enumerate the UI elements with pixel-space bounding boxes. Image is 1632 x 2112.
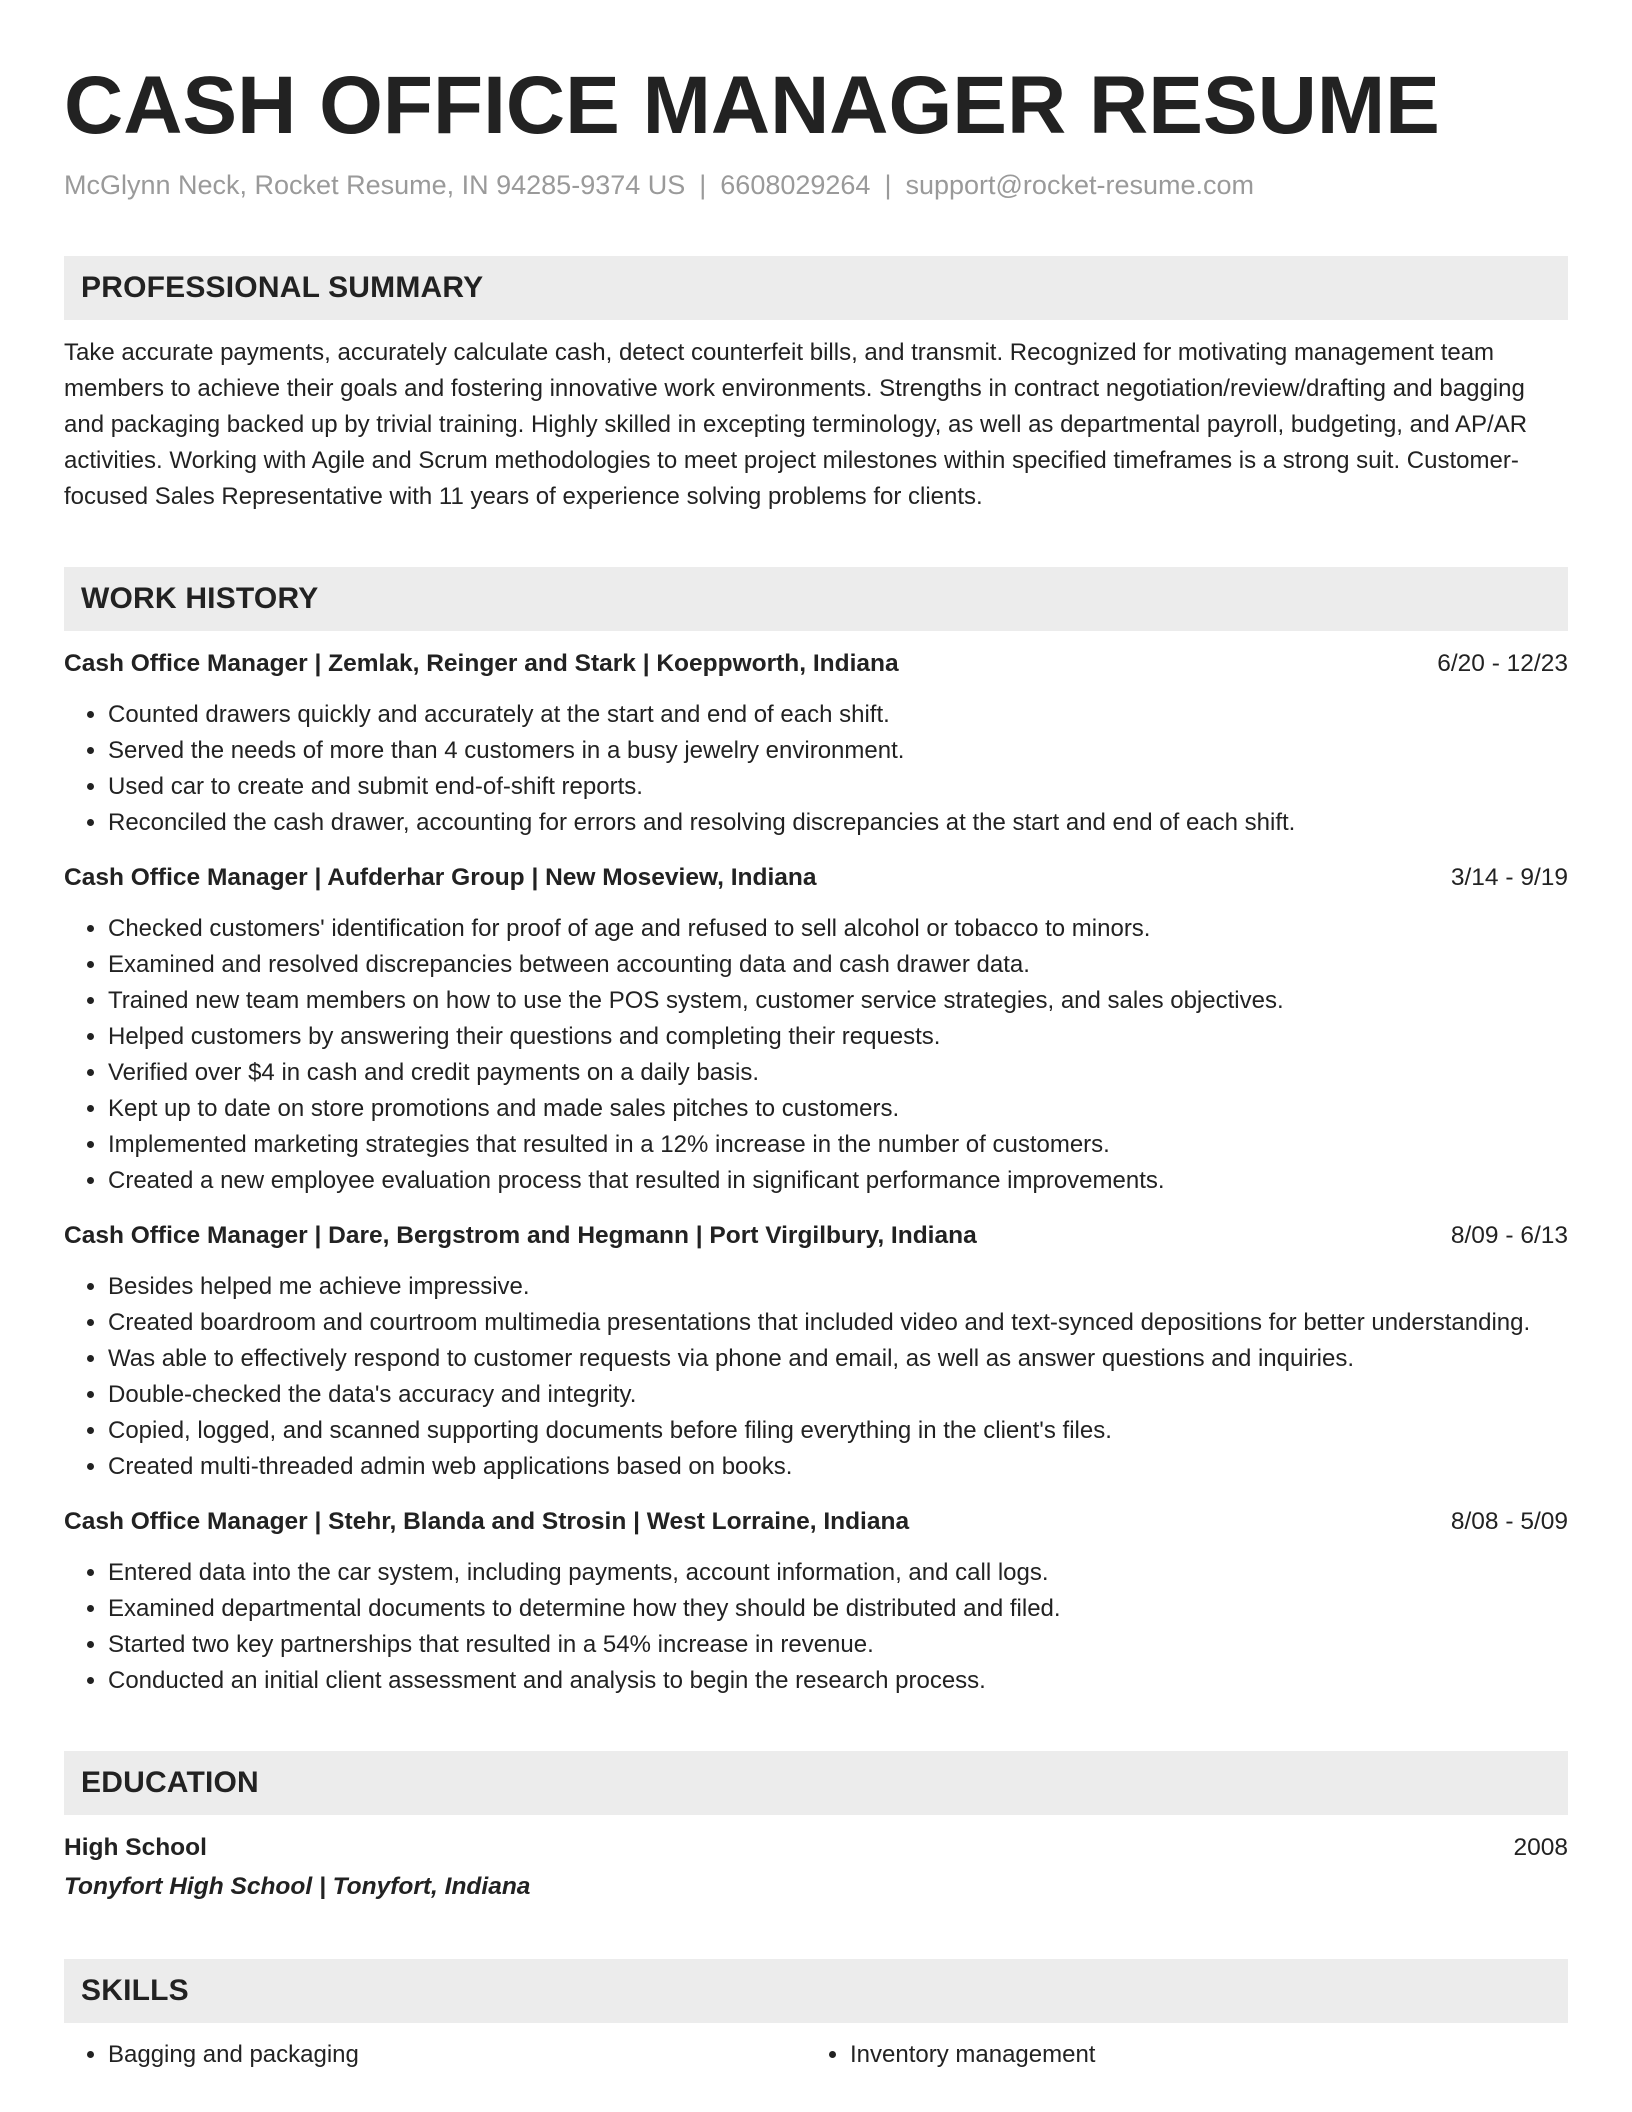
contact-separator: |	[884, 170, 892, 200]
section-header-skills: SKILLS	[64, 1959, 1568, 2023]
contact-separator: |	[699, 170, 707, 200]
job-header	[64, 647, 1568, 681]
job-bullet: • Created a new employee evaluation process that resulted in significant performance improvements.	[108, 1163, 1568, 1199]
section-header-summary: PROFESSIONAL SUMMARY	[64, 256, 1568, 320]
contact-phone[interactable]: 6608029264	[720, 170, 871, 200]
job-bullet: • Copied, logged, and scanned supporting documents before filing everything in the client's files.	[108, 1413, 1568, 1449]
job-bullet: • Besides helped me achieve impressive.	[108, 1269, 1568, 1305]
job-bullets	[64, 1269, 1568, 1485]
resume-title: CASH OFFICE MANAGER RESUME	[64, 60, 1440, 151]
education-school: Tonyfort High School | Tonyfort, Indiana	[64, 1873, 531, 1900]
education-entry	[64, 1829, 1568, 1867]
skill-item: • Inventory management	[850, 2037, 1548, 2073]
job-bullet: • Checked customers' identification for proof of age and refused to sell alcohol or tobacco to minors.	[108, 911, 1568, 947]
job-header	[64, 861, 1568, 895]
contact-line	[64, 168, 1568, 202]
job-entry	[64, 1219, 1568, 1485]
job-bullet: • Double-checked the data's accuracy and integrity.	[108, 1377, 1568, 1413]
job-bullet: • Counted drawers quickly and accurately at the start and end of each shift.	[108, 697, 1568, 733]
skills-column-left	[64, 2037, 806, 2073]
job-title: Cash Office Manager | Dare, Bergstrom and Hegmann | Port Virgilbury, Indiana	[64, 1222, 977, 1249]
education-degree: High School	[64, 1834, 207, 1861]
section-header-work-history: WORK HISTORY	[64, 567, 1568, 631]
job-bullet: • Verified over $4 in cash and credit payments on a daily basis.	[108, 1055, 1568, 1091]
job-bullet: • Reconciled the cash drawer, accounting for errors and resolving discrepancies at the start and end of each shift.	[108, 805, 1568, 841]
job-bullets	[64, 911, 1568, 1199]
job-bullets	[64, 697, 1568, 841]
skill-item: • Bagging and packaging	[108, 2037, 806, 2073]
job-bullet: • Conducted an initial client assessment and analysis to begin the research process.	[108, 1663, 1568, 1699]
summary-text: Take accurate payments, accurately calculate cash, detect counterfeit bills, and transmit. Recognized for motivating management team members to achieve their goals and fostering innovative work environments. Strengths in contract negotiation/review/drafting and bagging and packaging backed up by trivial training. Highly skilled in excepting terminology, as well as departmental payroll, budgeting, and AP/AR activities. Working with Agile and Scrum methodologies to meet project milestones within specified timeframes is a strong suit. Customer-focused Sales Representative with 11 years of experience solving problems for clients.	[64, 339, 1528, 510]
job-bullet: • Trained new team members on how to use the POS system, customer service strategies, and sales objectives.	[108, 983, 1568, 1019]
resume-page	[64, 48, 1568, 2073]
job-title: Cash Office Manager | Stehr, Blanda and Strosin | West Lorraine, Indiana	[64, 1508, 910, 1535]
job-bullet: • Used car to create and submit end-of-shift reports.	[108, 769, 1568, 805]
job-dates: 3/14 - 9/19	[1450, 864, 1568, 891]
job-bullet: • Examined and resolved discrepancies between accounting data and cash drawer data.	[108, 947, 1568, 983]
skills-list	[64, 2037, 1568, 2073]
contact-address: McGlynn Neck, Rocket Resume, IN 94285-9374 US	[64, 170, 686, 200]
job-bullet: • Implemented marketing strategies that resulted in a 12% increase in the number of customers.	[108, 1127, 1568, 1163]
job-bullet: • Was able to effectively respond to customer requests via phone and email, as well as answer questions and inquiries.	[108, 1341, 1568, 1377]
job-bullets	[64, 1555, 1568, 1699]
job-dates: 8/08 - 5/09	[1450, 1508, 1568, 1535]
job-title: Cash Office Manager | Zemlak, Reinger and Stark | Koeppworth, Indiana	[64, 650, 899, 677]
job-bullet: • Served the needs of more than 4 customers in a busy jewelry environment.	[108, 733, 1568, 769]
job-bullet: • Kept up to date on store promotions and made sales pitches to customers.	[108, 1091, 1568, 1127]
job-bullet: • Entered data into the car system, including payments, account information, and call logs.	[108, 1555, 1568, 1591]
job-bullet: • Started two key partnerships that resulted in a 54% increase in revenue.	[108, 1627, 1568, 1663]
job-entry	[64, 647, 1568, 841]
job-entry	[64, 861, 1568, 1199]
job-dates: 8/09 - 6/13	[1450, 1222, 1568, 1249]
job-bullet: • Created boardroom and courtroom multimedia presentations that included video and text-synced depositions for better understanding.	[108, 1305, 1568, 1341]
job-header	[64, 1505, 1568, 1539]
skills-column-right	[806, 2037, 1548, 2073]
work-history-list	[64, 647, 1568, 1699]
job-bullet: • Created multi-threaded admin web applications based on books.	[108, 1449, 1568, 1485]
job-bullet: • Examined departmental documents to determine how they should be distributed and filed.	[108, 1591, 1568, 1627]
job-dates: 6/20 - 12/23	[1437, 650, 1568, 677]
contact-email[interactable]: support@rocket-resume.com	[905, 170, 1254, 200]
education-year: 2008	[1513, 1834, 1568, 1861]
section-header-education: EDUCATION	[64, 1751, 1568, 1815]
job-header	[64, 1219, 1568, 1253]
job-title: Cash Office Manager | Aufderhar Group | New Moseview, Indiana	[64, 864, 817, 891]
job-entry	[64, 1505, 1568, 1699]
job-bullet: • Helped customers by answering their questions and completing their requests.	[108, 1019, 1568, 1055]
